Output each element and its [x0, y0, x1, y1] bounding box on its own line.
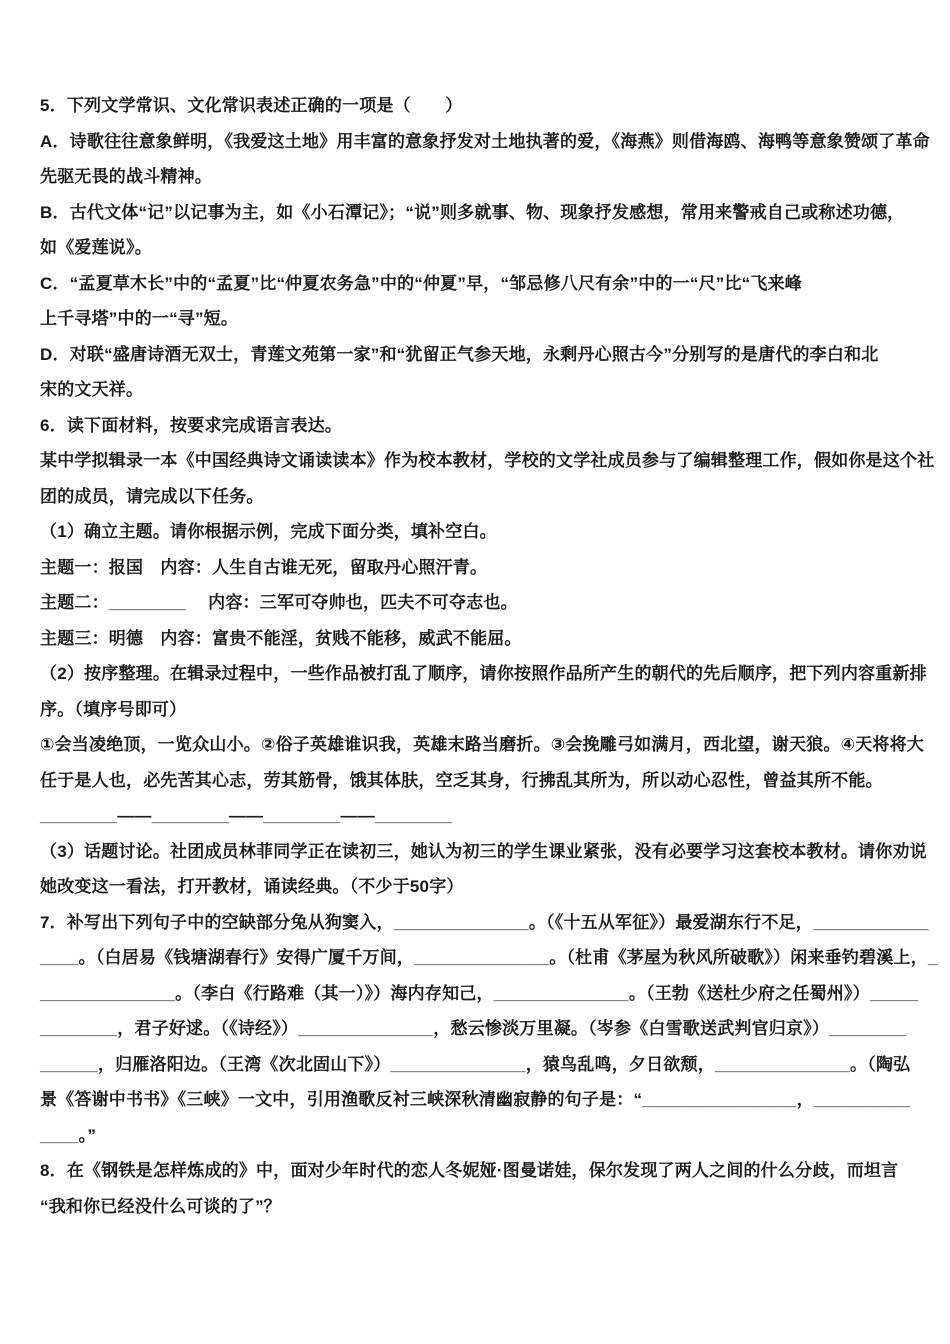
question-8 — [40, 1153, 922, 1224]
q6-theme-3: 主题三：明德 内容：富贵不能淫，贫贱不能移，威武不能屈。 — [40, 628, 522, 648]
q6-order-blanks: ________——________——________——________ — [40, 806, 453, 825]
q7-line-2: ____。（白居易《钱塘湖春行》安得广厦千万间，______________。（杜甫《茅屋为秋风所破歌》）闲来垂钓碧溪上，_ — [40, 948, 938, 967]
q6-items-cont: 任于是人也，必先苦其心志，劳其筋骨，饿其体肤，空乏其身，行拂乱其所为，所以动心忍性，曾益其所不能。 — [40, 770, 883, 790]
question-5 — [40, 88, 930, 408]
q5-option-c: C．“孟夏草木长”中的“孟夏”比“仲夏农务急”中的“仲夏”早，“邹忌修八尺有余”中的一“尺”比“飞来峰 — [40, 273, 802, 293]
q6-theme-2-blank: 主题二：________ 内容：三军可夺帅也，匹夫不可夺志也。 — [40, 593, 518, 612]
q7-line-3: ______________。（李白《行路难（其一）》）海内存知己，______________。（王勃《送杜少府之任蜀州》）_____ — [40, 983, 919, 1003]
q6-theme-1: 主题一：报国 内容：人生自古谁无死，留取丹心照汗青。 — [40, 557, 488, 577]
q6-material-cont: 团的成员，请完成以下任务。 — [40, 486, 264, 506]
q7-line-6: 景《答谢中书书》《三峡》一文中，引用渔歌反衬三峡深秋清幽寂静的句子是：“________________，__________ — [40, 1090, 911, 1109]
q6-task1: （1）确立主题。请你根据示例，完成下面分类，填补空白。 — [40, 522, 497, 541]
q6-material: 某中学拟辑录一本《中国经典诗文诵读读本》作为校本教材，学校的文学社成员参与了编辑整理工作，假如你是这个社 — [40, 451, 935, 470]
q5-option-a: A．诗歌往往意象鲜明，《我爱这土地》用丰富的意象抒发对土地执著的爱，《海燕》则借海鸥、海鸭等意象赞颂了革命 — [40, 131, 930, 151]
q5-option-b-cont: 如《爱莲说》。 — [40, 238, 152, 257]
q6-task3: （3）话题讨论。社团成员林菲同学正在读初三，她认为初三的学生课业紧张，没有必要学习这套校本教材。请你劝说 — [40, 841, 927, 861]
question-6 — [40, 408, 935, 905]
q6-stem: 6．读下面材料，按要求完成语言表达。 — [40, 415, 343, 435]
q8-stem: 8．在《钢铁是怎样炼成的》中，面对少年时代的恋人冬妮娅·图曼诺娃，保尔发现了两人之间的什么分歧，而坦言 — [40, 1161, 899, 1180]
q5-option-c-cont: 上千寻塔”中的一“寻”短。 — [40, 309, 239, 328]
q7-line-5: ______，归雁洛阳边。（王湾《次北固山下》）______________，猿鸟乱鸣，夕日欲颓，______________。（陶弘 — [40, 1054, 911, 1074]
q5-option-d-cont: 宋的文天祥。 — [40, 380, 144, 399]
question-7 — [40, 905, 938, 1154]
q6-task2: （2）按序整理。在辑录过程中，一些作品被打乱了顺序，请你按照作品所产生的朝代的先后顺序，把下列内容重新排 — [40, 664, 927, 683]
q7-line-4: ________，君子好逑。（《诗经》）______________，愁云惨淡万里凝。（岑参《白雪歌送武判官归京》）________ — [40, 1019, 907, 1038]
q6-task3-cont: 她改变这一看法，打开教材，诵读经典。（不少于50字） — [40, 877, 464, 896]
q6-items: ①会当凌绝顶，一览众山小。②俗子英雄谁识我，英雄末路当磨折。③会挽雕弓如满月，西北望，谢天狼。④天将将大 — [40, 735, 924, 754]
q5-stem: 5．下列文学常识、文化常识表述正确的一项是（ ） — [40, 96, 463, 115]
q5-option-b: B．古代文体“记”以记事为主，如《小石潭记》；“说”则多就事、物、现象抒发感想，常用来警戒自己或称述功德， — [40, 202, 905, 222]
q8-stem-cont: “我和你已经没什么可谈的了”？ — [40, 1196, 281, 1216]
q5-option-a-cont: 先驱无畏的战斗精神。 — [40, 167, 212, 186]
q5-option-d: D．对联“盛唐诗酒无双士，青莲文苑第一家”和“犹留正气参天地，永剩丹心照古今”分别写的是唐代的李白和北 — [40, 344, 879, 364]
q7-line-7: ____。” — [40, 1125, 97, 1145]
q7-line-1: 7．补写出下列句子中的空缺部分兔从狗窦入，______________。（《十五从军征》）最爱湖东行不足，____________ — [40, 912, 929, 932]
q6-task2-cont: 序。（填序号即可） — [40, 699, 187, 719]
